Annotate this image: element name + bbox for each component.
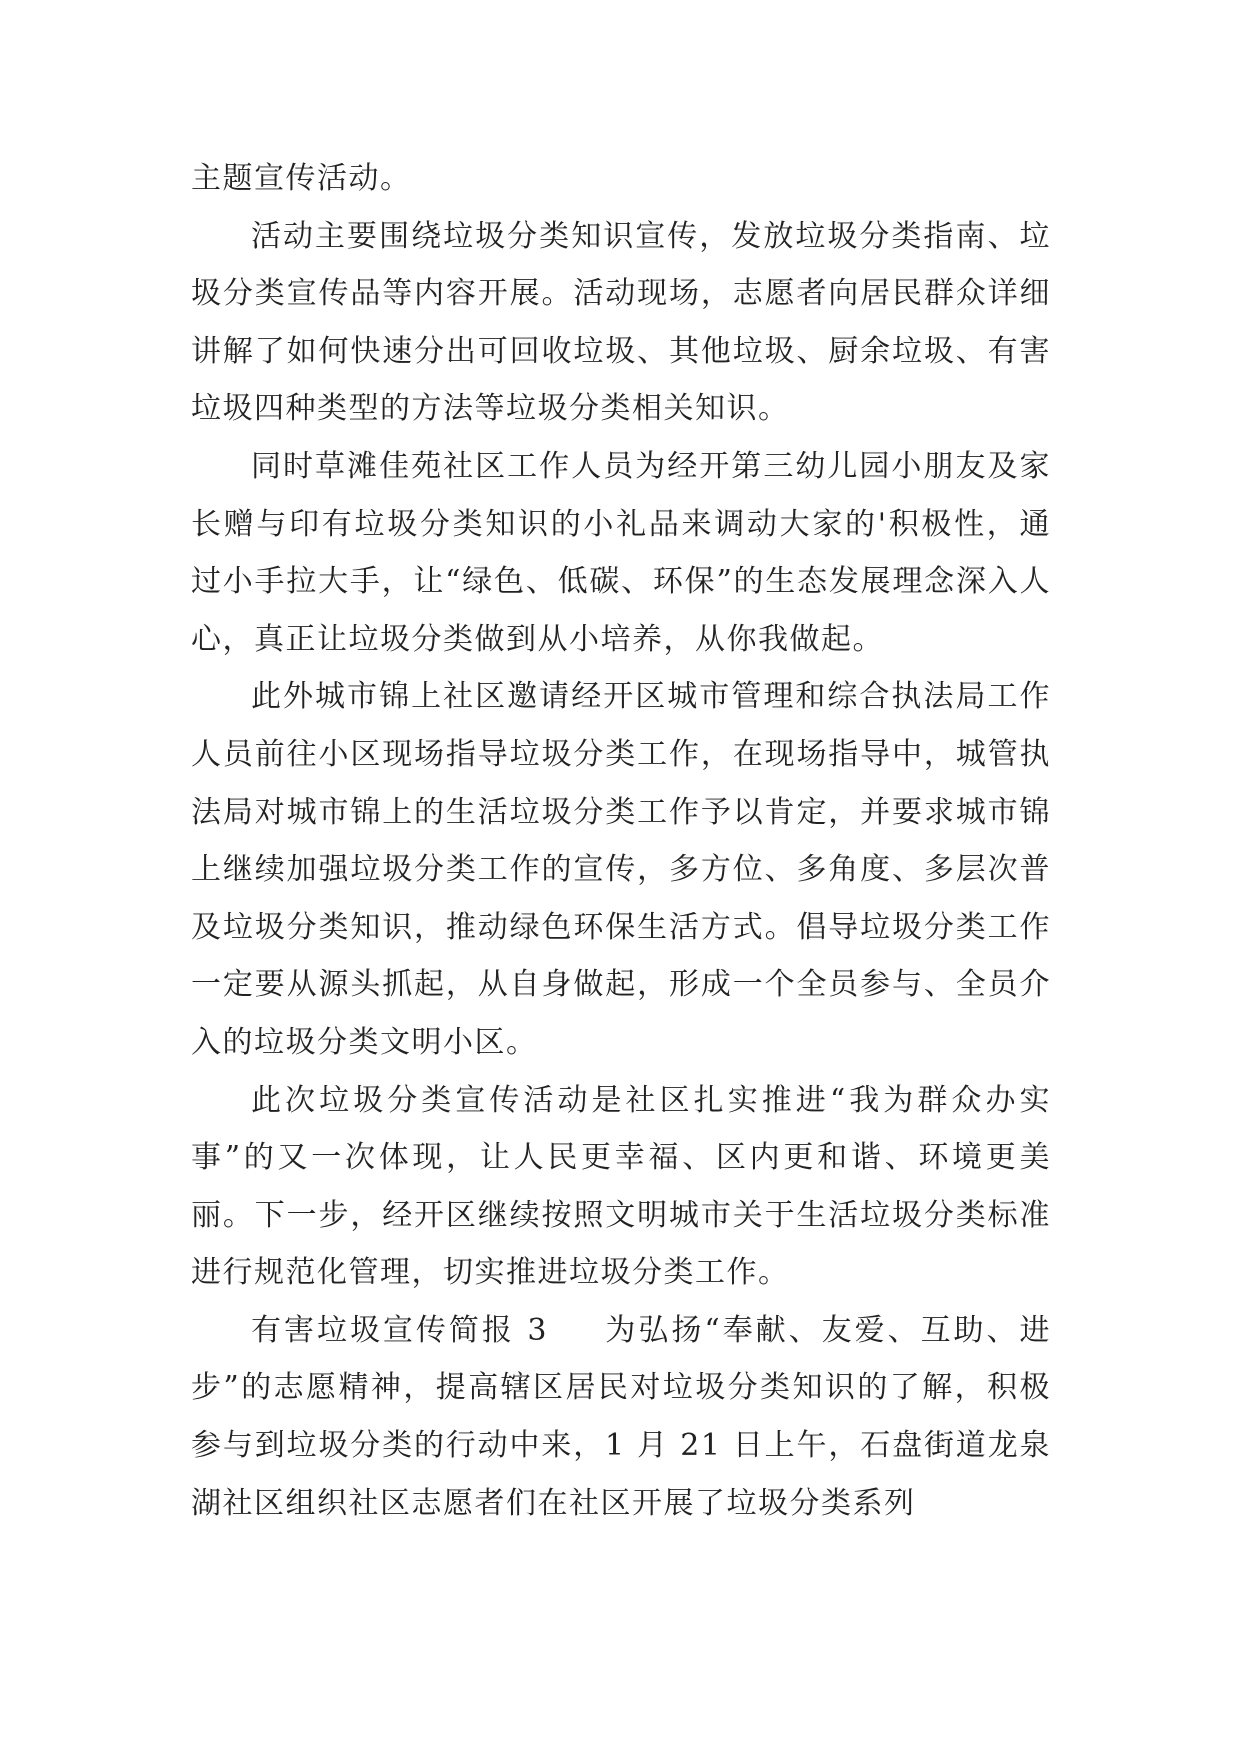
paragraph-3: 同时草滩佳苑社区工作人员为经开第三幼儿园小朋友及家长赠与印有垃圾分类知识的小礼品来调动大家的'积极性，通过小手拉大手，让“绿色、低碳、环保”的生态发展理念深入人心，真正让垃圾分类做到从小培养，从你我做起。 (191, 448, 1051, 657)
paragraph-4: 此外城市锦上社区邀请经开区城市管理和综合执法局工作人员前往小区现场指导垃圾分类工作，在现场指导中，城管执法局对城市锦上的生活垃圾分类工作予以肯定，并要求城市锦上继续加强垃圾分类工作的宣传，多方位、多角度、多层次普及垃圾分类知识，推动绿色环保生活方式。倡导垃圾分类工作一定要从源头抓起，从自身做起，形成一个全员参与、全员介入的垃圾分类文明小区。 (191, 679, 1051, 1060)
paragraph-5: 此次垃圾分类宣传活动是社区扎实推进“我为群众办实事”的又一次体现，让人民更幸福、区内更和谐、环境更美丽。下一步，经开区继续按照文明城市关于生活垃圾分类标准进行规范化管理，切实推进垃圾分类工作。 (191, 1082, 1051, 1291)
body-text (191, 150, 1051, 1532)
section-body: 为弘扬“奉献、友爱、互助、进步”的志愿精神，提高辖区居民对垃圾分类知识的了解，积极参与到垃圾分类的行动中来，1 月 21 日上午，石盘街道龙泉湖社区组织社区志愿者们在社区开展了垃圾分类系列 (191, 1312, 1052, 1521)
paragraph-1: 主题宣传活动。 (191, 161, 412, 196)
paragraph-2: 活动主要围绕垃圾分类知识宣传，发放垃圾分类指南、垃圾分类宣传品等内容开展。活动现场，志愿者向居民群众详细讲解了如何快速分出可回收垃圾、其他垃圾、厨余垃圾、有害垃圾四种类型的方法等垃圾分类相关知识。 (191, 218, 1051, 427)
section-paragraph (191, 1302, 1051, 1532)
section-heading: 有害垃圾宣传简报 3 (251, 1312, 548, 1348)
